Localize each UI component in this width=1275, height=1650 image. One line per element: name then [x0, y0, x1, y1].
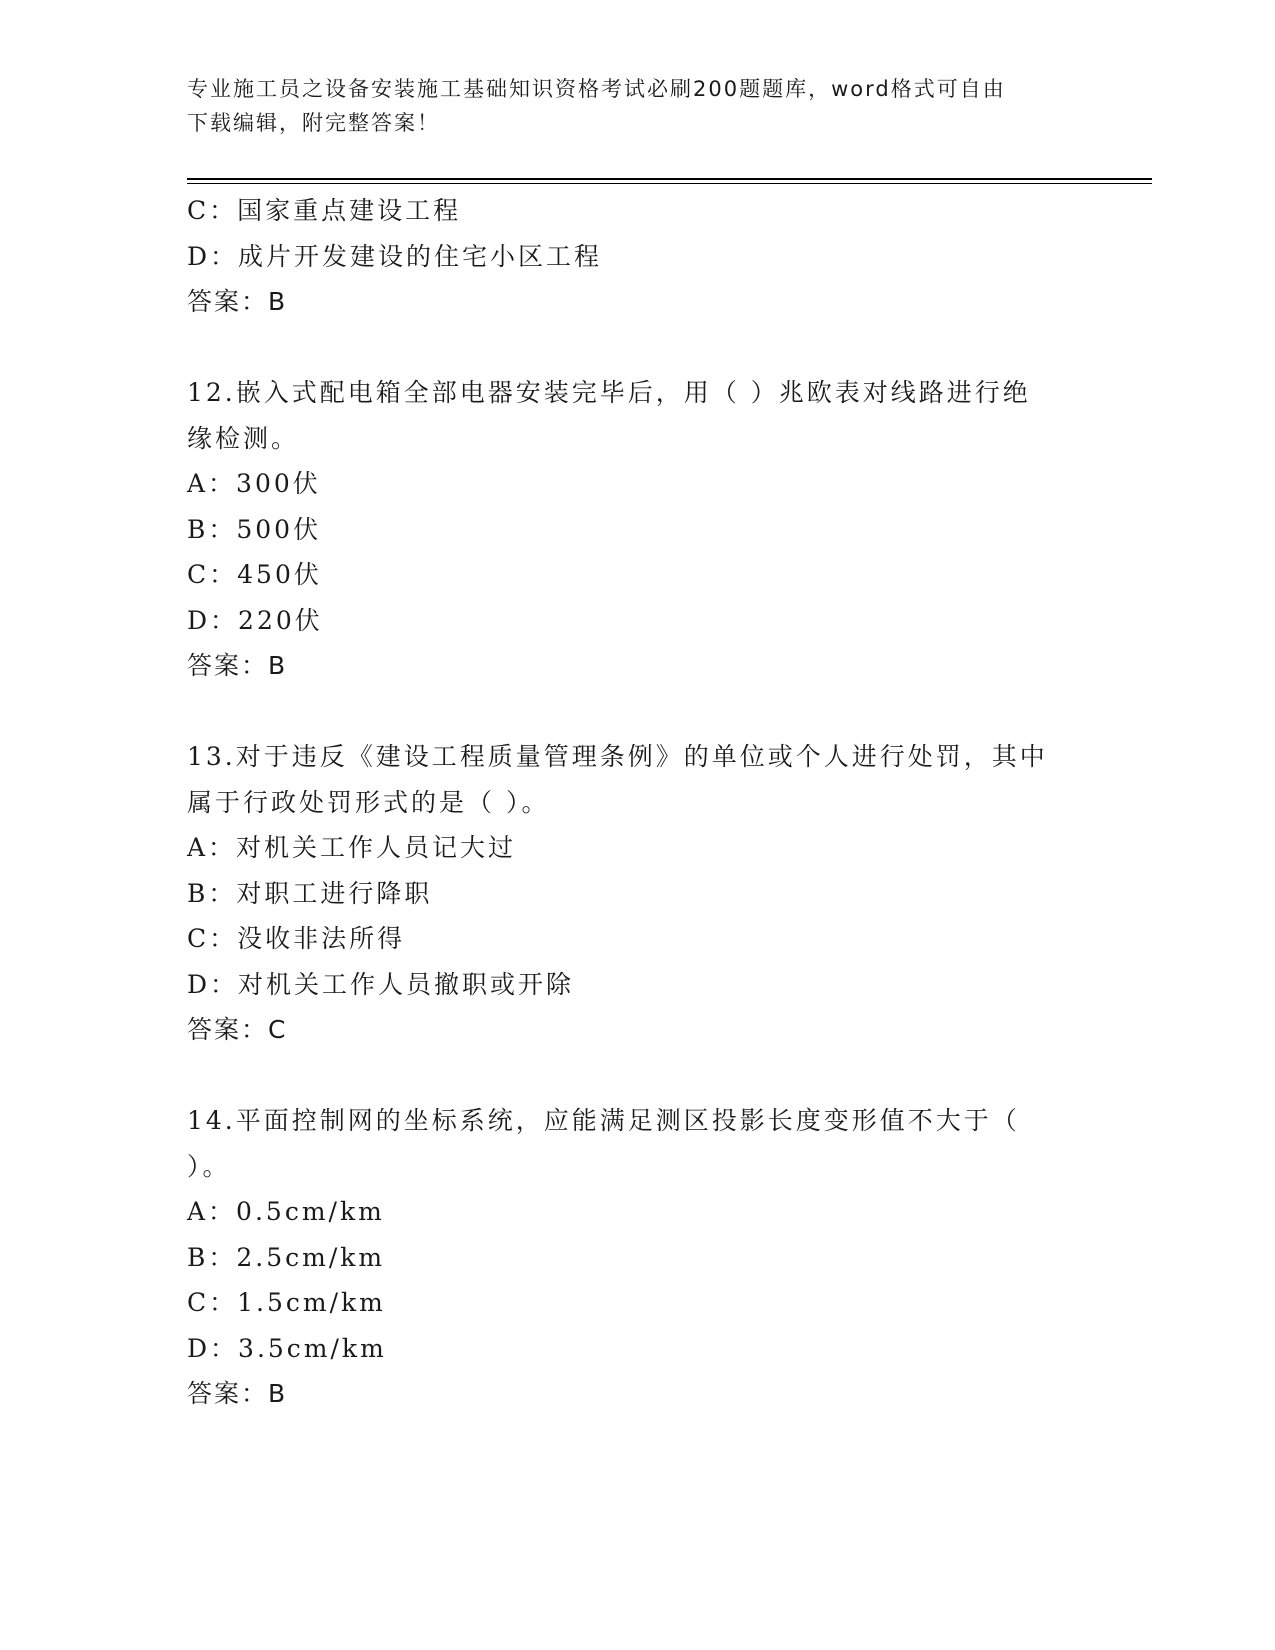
option-d: D：对机关工作人员撤职或开除	[187, 969, 575, 999]
option-a: A：对机关工作人员记大过	[187, 833, 517, 862]
question-gap	[187, 689, 1067, 735]
question-stem-cont: 缘检测。	[187, 423, 300, 453]
question-list	[187, 188, 1067, 1417]
answer-line: 答案：B	[187, 287, 288, 316]
option-c: C：1.5cm/km	[187, 1288, 386, 1317]
option-d: D：3.5cm/km	[187, 1333, 387, 1363]
answer-line: 答案：B	[187, 651, 288, 680]
question-stem: 12.嵌入式配电箱全部电器安装完毕后，用（ ）兆欧表对线路进行绝	[187, 378, 1031, 407]
header-line-2: 下载编辑，附完整答案！	[187, 111, 440, 135]
question-stem-cont: 属于行政处罚形式的是（ ）。	[187, 787, 550, 817]
option-c: C：450伏	[187, 560, 322, 589]
header-line-1: 专业施工员之设备安装施工基础知识资格考试必刷200题题库，word格式可自由	[187, 77, 1006, 101]
question-11-continued	[187, 188, 1067, 325]
option-b: B：2.5cm/km	[187, 1242, 386, 1272]
document-header	[187, 72, 1067, 140]
question-12	[187, 370, 1067, 689]
option-c: C：没收非法所得	[187, 924, 406, 953]
question-stem: 13.对于违反《建设工程质量管理条例》的单位或个人进行处罚，其中	[187, 742, 1048, 771]
option-a: A：300伏	[187, 469, 321, 498]
option-b: B：对职工进行降职	[187, 878, 433, 908]
option-a: A：0.5cm/km	[187, 1197, 385, 1226]
header-rule-thin	[187, 183, 1152, 184]
header-rule-thick	[187, 178, 1152, 180]
option-b: B：500伏	[187, 514, 322, 544]
question-gap	[187, 1053, 1067, 1099]
option-c: C：国家重点建设工程	[187, 196, 462, 225]
option-d: D：成片开发建设的住宅小区工程	[187, 241, 603, 271]
question-stem: 14.平面控制网的坐标系统，应能满足测区投影长度变形值不大于（	[187, 1106, 1020, 1135]
question-gap	[187, 325, 1067, 371]
question-14	[187, 1098, 1067, 1417]
question-stem-cont: ）。	[187, 1151, 231, 1181]
answer-line: 答案：C	[187, 1015, 288, 1044]
option-d: D：220伏	[187, 605, 323, 635]
answer-line: 答案：B	[187, 1379, 288, 1408]
question-13	[187, 734, 1067, 1053]
